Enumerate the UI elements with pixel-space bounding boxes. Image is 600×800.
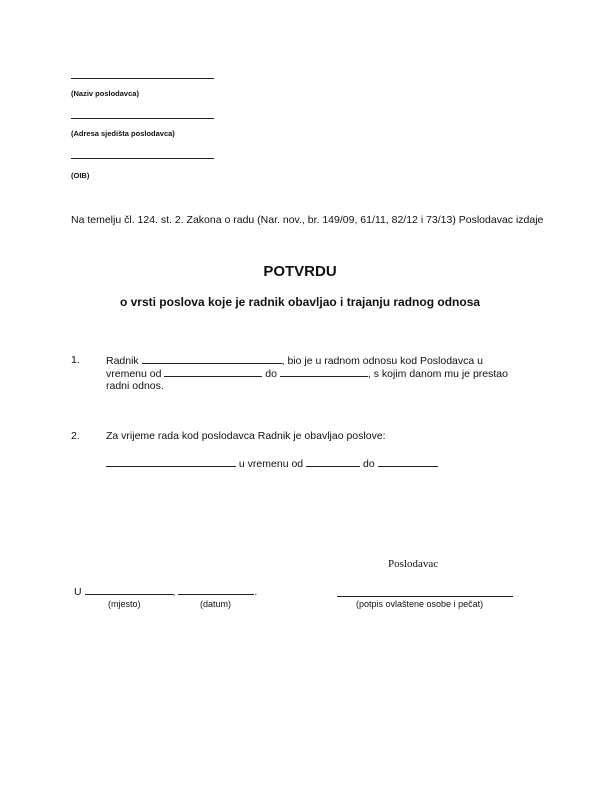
item-2-from-label: u vremenu od <box>238 458 304 470</box>
item-1-line-2 <box>106 367 508 381</box>
oib-label: (OIB) <box>71 171 90 180</box>
intro-text: Na temelju čl. 124. st. 2. Zakona o radu (Nar. nov., br. 149/09, 61/11, 82/12 i 73/13) Poslodavac izdaje <box>71 214 544 226</box>
item-2-line-1: Za vrijeme rada kod poslodavca Radnik je obavljao poslove: <box>106 430 386 442</box>
item-1-from-label: vremenu od <box>106 368 162 380</box>
signature-label: (potpis ovlaštene osobe i pečat) <box>356 599 484 609</box>
item-2-line-2 <box>106 457 438 471</box>
employer-address-label: (Adresa sjedišta poslodavca) <box>71 129 175 138</box>
date-period: . <box>254 586 258 598</box>
item-2-number: 2. <box>71 430 80 442</box>
item-1-number: 1. <box>71 354 80 366</box>
place-date-line <box>74 585 257 599</box>
job-to-blank[interactable] <box>378 457 438 467</box>
item-1-line-3: radni odnos. <box>106 380 164 392</box>
document-title: POTVRDU <box>263 263 337 280</box>
employee-name-blank[interactable] <box>142 354 282 364</box>
job-from-blank[interactable] <box>306 457 360 467</box>
item-1-radnik-label: Radnik <box>106 355 139 367</box>
oib-line <box>71 158 214 159</box>
employer-address-line <box>71 118 214 119</box>
date-label: (datum) <box>200 599 232 609</box>
employment-to-blank[interactable] <box>280 367 368 377</box>
document-subtitle: o vrsti poslova koje je radnik obavljao i trajanju radnog odnosa <box>119 295 481 309</box>
place-blank[interactable] <box>85 585 173 595</box>
employment-from-blank[interactable] <box>164 367 262 377</box>
item-1-line-1 <box>106 354 483 368</box>
place-comma: , <box>172 586 176 598</box>
item-1-line-2-rest: , s kojim danom mu je prestao <box>367 368 508 380</box>
item-2-to-label: do <box>362 458 375 470</box>
job-description-blank[interactable] <box>106 457 236 467</box>
employer-signature-title: Poslodavac <box>388 558 439 570</box>
employer-name-label: (Naziv poslodavca) <box>71 89 139 98</box>
item-1-line-1-rest: , bio je u radnom odnosu kod Poslodavca u <box>281 355 483 367</box>
signature-line[interactable] <box>337 596 513 597</box>
item-1-to-label: do <box>265 368 277 380</box>
date-blank[interactable] <box>178 585 254 595</box>
place-label: (mjesto) <box>108 599 141 609</box>
employer-name-line <box>71 78 214 79</box>
place-prefix: U <box>74 586 82 598</box>
